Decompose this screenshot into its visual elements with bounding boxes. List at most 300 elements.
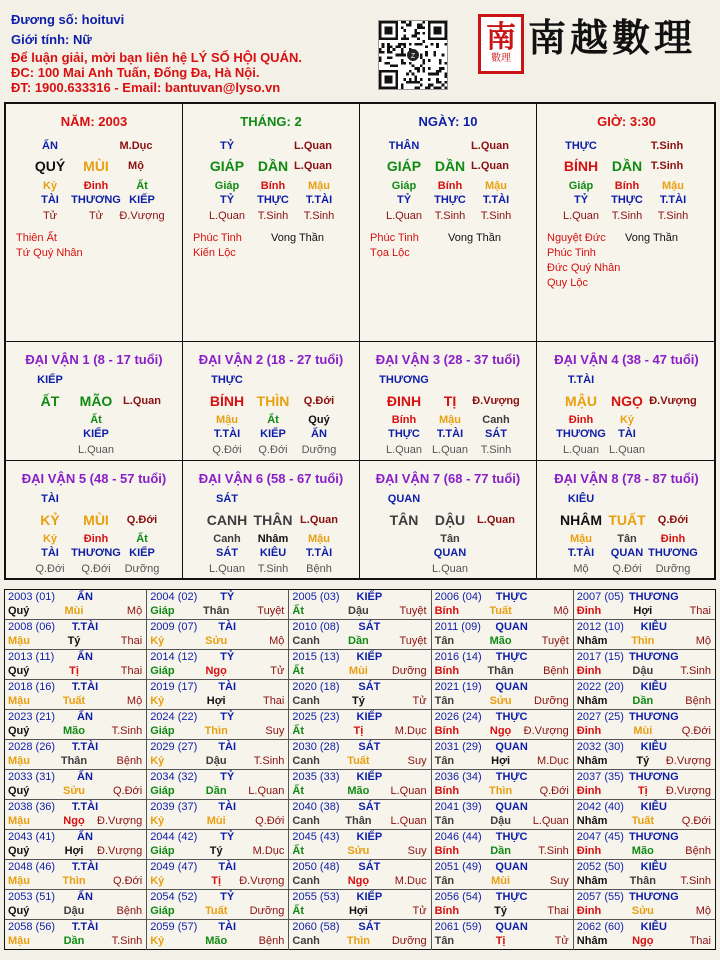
year-stage: L.Quan xyxy=(248,785,285,797)
dai-van-title: ĐẠI VẬN 5 (48 - 57 tuổi) xyxy=(21,471,167,486)
year-god: ẤN xyxy=(77,891,93,903)
year-stage: L.Quan xyxy=(390,815,427,827)
year-stage: Bệnh xyxy=(258,935,285,947)
year-cell xyxy=(5,890,147,920)
year-stem: Quý xyxy=(8,785,30,797)
year-branch: Mùi xyxy=(206,815,226,827)
year-god: KIÊU xyxy=(640,681,667,693)
year-stage: Tử xyxy=(554,935,569,947)
year-god: SÁT xyxy=(358,621,381,633)
year-cell xyxy=(5,620,147,650)
year-branch: Ngọ xyxy=(632,935,654,947)
dai-van-stage: L.Quan xyxy=(300,514,338,526)
pillar-stem-stage: M.Dục xyxy=(119,140,153,152)
year-stem: Bính xyxy=(434,665,460,677)
dai-van-title: ĐẠI VẬN 1 (8 - 17 tuổi) xyxy=(25,352,163,367)
year-label: 2044 (42) xyxy=(150,831,198,843)
dai-van-hidden-stem: Đinh xyxy=(660,533,686,545)
year-branch: Tị xyxy=(637,785,648,797)
dai-van-hidden-god: THƯƠNG xyxy=(648,547,698,559)
year-cell xyxy=(574,860,715,890)
year-cell xyxy=(574,920,715,950)
dai-van-branch: TUẤT xyxy=(608,512,646,528)
dai-van-stage: Đ.Vượng xyxy=(649,395,697,407)
dai-van-hidden-stem: Tân xyxy=(440,533,460,545)
dai-van-stem: CANH xyxy=(206,512,248,528)
year-god: THỰC xyxy=(495,771,528,783)
owner-name: Đương số: hoituvi xyxy=(11,12,125,27)
year-stage: Thai xyxy=(689,605,711,617)
year-branch: Tý xyxy=(494,905,508,917)
year-cell xyxy=(574,740,715,770)
dai-van-2 xyxy=(183,342,360,461)
hidden-stem-stage: T.Sinh xyxy=(434,210,466,222)
year-stage: Mộ xyxy=(126,605,143,617)
hidden-stem: Giáp xyxy=(214,180,240,192)
year-stage: Thai xyxy=(689,935,711,947)
year-stem: Bính xyxy=(434,725,460,737)
year-label: 2012 (10) xyxy=(576,621,624,633)
year-stem: Quý xyxy=(8,605,30,617)
pillar-star: Phúc Tinh xyxy=(370,232,419,244)
pillar-earthly-branch: MÙI xyxy=(83,158,109,174)
year-stage: Dưỡng xyxy=(249,905,285,917)
year-stage: T.Sinh xyxy=(538,845,569,857)
year-branch: Dần xyxy=(632,695,654,707)
year-cell xyxy=(289,860,431,890)
year-branch: Dậu xyxy=(490,815,511,827)
year-stem: Đinh xyxy=(576,785,602,797)
year-stem: Ất xyxy=(292,845,304,857)
year-god: KIÊU xyxy=(640,741,667,753)
header xyxy=(0,0,720,100)
year-branch: Sửu xyxy=(347,845,370,857)
year-branch: Dần xyxy=(348,635,369,647)
year-label: 2032 (30) xyxy=(576,741,624,753)
year-cell xyxy=(147,650,289,680)
year-stem: Mậu xyxy=(8,635,30,647)
pillar-star: Phúc Tinh xyxy=(547,247,596,259)
year-god: SÁT xyxy=(358,801,381,813)
year-stage: Tuyệt xyxy=(399,635,427,647)
dai-van-hidden-god: T.TÀI xyxy=(213,428,241,440)
yearly-luck-grid xyxy=(4,589,716,950)
year-stage: T.Sinh xyxy=(111,725,143,737)
year-label: 2045 (43) xyxy=(292,831,340,843)
dai-van-hidden-stage: Dưỡng xyxy=(655,563,691,575)
year-stage: M.Dục xyxy=(394,725,427,737)
year-branch: Dần xyxy=(63,935,85,947)
dai-van-stage: L.Quan xyxy=(477,514,515,526)
year-stem: Mậu xyxy=(8,695,30,707)
year-god: T.TÀI xyxy=(71,801,99,813)
year-branch: Mão xyxy=(205,935,228,947)
hidden-stem: Mậu xyxy=(662,180,684,192)
year-stage: Mộ xyxy=(553,605,569,617)
pillar-star: Vong Thần xyxy=(271,232,325,244)
year-cell xyxy=(432,620,574,650)
year-label: 2013 (11) xyxy=(8,651,55,663)
year-god: KIẾP xyxy=(356,711,383,723)
year-god: KIẾP xyxy=(356,591,383,603)
dai-van-hidden-stem: Quý xyxy=(308,414,330,426)
year-branch: Mùi xyxy=(491,875,511,887)
pillar-branch-stage: L.Quan xyxy=(471,160,509,172)
year-branch: Ngọ xyxy=(489,725,512,737)
year-cell xyxy=(289,830,431,860)
year-stem: Canh xyxy=(292,875,320,887)
year-stem: Giáp xyxy=(150,905,175,917)
dai-van-hidden-stage: L.Quan xyxy=(562,444,600,456)
year-stage: Đ.Vượng xyxy=(665,785,711,797)
year-stage: Q.Đới xyxy=(112,875,143,887)
dai-van-stage: Q.Đới xyxy=(303,395,335,407)
year-label: 2036 (34) xyxy=(434,771,482,783)
pillar-hour xyxy=(537,104,716,342)
year-stem: Kỷ xyxy=(150,695,165,707)
hidden-stem-stage: T.Sinh xyxy=(480,210,512,222)
year-god: THỰC xyxy=(495,651,528,663)
year-label: 2020 (18) xyxy=(292,681,340,693)
year-god: T.TÀI xyxy=(71,741,99,753)
hidden-stem: Bính xyxy=(260,180,286,192)
dai-van-title: ĐẠI VẬN 7 (68 - 77 tuổi) xyxy=(375,471,521,486)
pillar-star: Vong Thần xyxy=(625,232,679,244)
year-label: 2029 (27) xyxy=(150,741,198,753)
dai-van-hidden-stem: Kỷ xyxy=(619,414,635,426)
year-stage: Dưỡng xyxy=(391,665,427,677)
year-stage: Tuyệt xyxy=(257,605,285,617)
year-branch: Dần xyxy=(490,845,511,857)
year-label: 2015 (13) xyxy=(292,651,340,663)
year-god: TỶ xyxy=(220,771,235,783)
dai-van-hidden-god: QUAN xyxy=(610,547,644,559)
dai-van-hidden-god: T.TÀI xyxy=(436,428,464,440)
year-god: QUAN xyxy=(495,621,528,633)
qr-code[interactable] xyxy=(378,20,448,90)
dai-van-stem-god: THƯƠNG xyxy=(379,374,429,386)
year-stem: Tân xyxy=(434,755,455,767)
dai-van-hidden-god: TÀI xyxy=(618,428,636,440)
year-stem: Kỷ xyxy=(150,935,165,947)
year-stem: Tân xyxy=(434,875,455,887)
year-label: 2046 (44) xyxy=(434,831,482,843)
year-branch: Mùi xyxy=(633,725,653,737)
dai-van-branch: DẬU xyxy=(434,512,466,528)
year-branch: Tuất xyxy=(204,905,228,917)
year-cell xyxy=(432,590,574,620)
year-stage: Thai xyxy=(547,905,569,917)
dai-van-stem-god: KIẾP xyxy=(37,374,63,386)
year-cell xyxy=(574,680,715,710)
year-stem: Tân xyxy=(434,935,455,947)
year-god: KIÊU xyxy=(640,621,667,633)
year-cell xyxy=(5,710,147,740)
year-stem: Ất xyxy=(292,785,304,797)
hidden-stem-stage: T.Sinh xyxy=(303,210,335,222)
year-label: 2008 (06) xyxy=(8,621,56,633)
year-god: TÀI xyxy=(218,801,237,813)
year-branch: Mão xyxy=(631,845,654,857)
year-god: QUAN xyxy=(495,741,528,753)
year-label: 2027 (25) xyxy=(576,711,624,723)
dai-van-stem-god: KIÊU xyxy=(567,493,595,505)
year-branch: Tị xyxy=(495,935,506,947)
dai-van-hidden-stage: L.Quan xyxy=(431,444,469,456)
dai-van-hidden-stage: Q.Đới xyxy=(35,563,65,575)
year-stage: Dưỡng xyxy=(534,695,569,707)
year-label: 2030 (28) xyxy=(292,741,340,753)
year-stage: Tử xyxy=(270,665,285,677)
dai-van-hidden-stage: Q.Đới xyxy=(81,563,111,575)
year-stem: Giáp xyxy=(150,845,175,857)
year-stem: Tân xyxy=(434,815,455,827)
hidden-stem-stage: T.Sinh xyxy=(257,210,289,222)
year-god: THỰC xyxy=(495,891,528,903)
year-label: 2033 (31) xyxy=(8,771,56,783)
year-branch: Mùi xyxy=(64,605,84,617)
year-stem: Canh xyxy=(292,935,320,947)
year-branch: Thân xyxy=(203,605,230,617)
dai-van-hidden-stem: Tân xyxy=(617,533,637,545)
dai-van-stem: MẬU xyxy=(565,393,597,409)
year-god: TÀI xyxy=(218,681,237,693)
year-cell xyxy=(289,890,431,920)
year-stage: Đ.Vượng xyxy=(97,815,143,827)
dai-van-stem: BÍNH xyxy=(209,393,245,409)
year-branch: Tuất xyxy=(347,755,370,767)
hidden-stem-god: TỶ xyxy=(396,194,412,206)
year-label: 2050 (48) xyxy=(292,861,340,873)
year-stage: Suy xyxy=(265,725,285,737)
year-stage: Thai xyxy=(120,665,143,677)
dai-van-hidden-god: THỰC xyxy=(388,428,420,440)
dai-van-hidden-god: T.TÀI xyxy=(305,547,333,559)
year-god: THƯƠNG xyxy=(628,891,679,903)
year-stem: Nhâm xyxy=(576,695,608,707)
dai-van-branch: MÙI xyxy=(83,512,109,528)
year-branch: Thìn xyxy=(488,785,513,797)
year-god: QUAN xyxy=(495,861,528,873)
year-stage: L.Quan xyxy=(532,815,569,827)
year-branch: Thìn xyxy=(204,725,228,737)
year-stem: Ất xyxy=(292,725,304,737)
pillar-heavenly-stem: QUÝ xyxy=(34,158,66,174)
year-stem: Kỷ xyxy=(150,755,165,767)
dai-van-hidden-stage: Q.Đới xyxy=(212,444,242,456)
year-cell xyxy=(432,860,574,890)
year-branch: Tuất xyxy=(62,695,86,707)
year-stem: Đinh xyxy=(576,605,602,617)
year-stage: M.Dục xyxy=(537,755,569,767)
year-god: KIÊU xyxy=(640,921,667,933)
year-god: TÀI xyxy=(218,861,237,873)
year-stem: Mậu xyxy=(8,875,30,887)
year-stem: Kỷ xyxy=(150,875,165,887)
year-god: T.TÀI xyxy=(71,921,99,933)
year-stem: Bính xyxy=(434,785,460,797)
pillar-year xyxy=(6,104,183,342)
pillar-star: Nguyệt Đức xyxy=(547,232,606,244)
dai-van-hidden-stage: Q.Đới xyxy=(258,444,288,456)
year-god: T.TÀI xyxy=(71,621,99,633)
year-branch: Tuất xyxy=(489,605,512,617)
year-stem: Canh xyxy=(292,695,320,707)
year-stem: Canh xyxy=(292,755,320,767)
year-cell xyxy=(432,800,574,830)
year-stem: Bính xyxy=(434,905,460,917)
dai-van-title: ĐẠI VẬN 4 (38 - 47 tuổi) xyxy=(554,352,699,367)
year-stage: Mộ xyxy=(269,635,285,647)
year-label: 2041 (39) xyxy=(434,801,482,813)
hidden-stem: Kỷ xyxy=(42,180,58,192)
dai-van-stem: NHÂM xyxy=(560,512,602,528)
gender: Giới tính: Nữ xyxy=(11,32,92,47)
year-stem: Mậu xyxy=(8,755,30,767)
dai-van-stage: Đ.Vượng xyxy=(472,395,520,407)
year-stage: Q.Đới xyxy=(539,785,569,797)
year-label: 2003 (01) xyxy=(8,591,56,603)
year-branch: Tý xyxy=(351,695,365,707)
dai-van-hidden-god: SÁT xyxy=(485,428,507,440)
year-branch: Dậu xyxy=(63,905,85,917)
year-stage: Q.Đới xyxy=(681,725,711,737)
year-label: 2043 (41) xyxy=(8,831,56,843)
dai-van-hidden-stem: Mậu xyxy=(570,533,592,545)
year-god: THƯƠNG xyxy=(628,831,679,843)
year-label: 2011 (09) xyxy=(434,621,481,633)
year-god: THỰC xyxy=(495,711,528,723)
year-cell xyxy=(574,590,715,620)
year-stage: Dưỡng xyxy=(391,935,427,947)
year-label: 2054 (52) xyxy=(150,891,198,903)
year-cell xyxy=(147,860,289,890)
year-god: THƯƠNG xyxy=(628,771,679,783)
year-god: T.TÀI xyxy=(71,861,99,873)
pillar-earthly-branch: DẦN xyxy=(257,158,289,174)
pillar-stem-god: THỰC xyxy=(565,140,597,152)
year-stage: T.Sinh xyxy=(253,755,285,767)
dai-van-hidden-god: THƯƠNG xyxy=(71,547,121,559)
year-label: 2026 (24) xyxy=(434,711,482,723)
year-branch: Mão xyxy=(63,725,85,737)
year-stem: Giáp xyxy=(150,785,175,797)
pillar-star: Đức Quý Nhân xyxy=(547,262,621,274)
year-branch: Thìn xyxy=(62,875,86,887)
year-cell xyxy=(147,710,289,740)
seal-logo xyxy=(478,14,524,74)
year-god: QUAN xyxy=(495,921,528,933)
hidden-stem-stage: L.Quan xyxy=(562,210,600,222)
year-cell xyxy=(289,800,431,830)
year-god: KIÊU xyxy=(640,861,667,873)
dai-van-5 xyxy=(6,461,183,580)
hidden-stem-god: THỰC xyxy=(434,194,466,206)
year-stem: Giáp xyxy=(150,605,175,617)
pillar-star: Vong Thần xyxy=(448,232,502,244)
year-label: 2056 (54) xyxy=(434,891,482,903)
year-stem: Quý xyxy=(8,665,30,677)
year-stage: M.Dục xyxy=(252,845,285,857)
contact-address: ĐC: 100 Mai Anh Tuấn, Đống Đa, Hà Nội. xyxy=(11,65,260,80)
pillar-heavenly-stem: GIÁP xyxy=(386,158,422,174)
year-god: TỶ xyxy=(220,891,235,903)
year-label: 2048 (46) xyxy=(8,861,56,873)
year-cell xyxy=(5,770,147,800)
year-god: TỶ xyxy=(220,651,235,663)
year-label: 2023 (21) xyxy=(8,711,56,723)
pillar-day xyxy=(360,104,537,342)
year-cell xyxy=(5,920,147,950)
dai-van-stage: L.Quan xyxy=(123,395,161,407)
hidden-stem-god: KIẾP xyxy=(129,194,155,206)
year-stem: Canh xyxy=(292,635,320,647)
year-stage: Suy xyxy=(549,875,569,887)
year-label: 2039 (37) xyxy=(150,801,198,813)
seal-sub-glyph: 數理 xyxy=(491,53,511,64)
year-cell xyxy=(574,620,715,650)
year-label: 2053 (51) xyxy=(8,891,56,903)
year-stage: Bệnh xyxy=(685,845,711,857)
dai-van-hidden-stem: Đinh xyxy=(83,533,109,545)
pillar-stem-god: ẤN xyxy=(42,140,58,152)
year-stage: Đ.Vượng xyxy=(523,725,569,737)
pillars-chart xyxy=(4,102,716,580)
dai-van-hidden-god: KIẾP xyxy=(260,428,286,440)
year-branch: Tý xyxy=(209,845,223,857)
year-label: 2005 (03) xyxy=(292,591,340,603)
year-god: TỶ xyxy=(220,831,235,843)
year-label: 2016 (14) xyxy=(434,651,482,663)
dai-van-hidden-god: T.TÀI xyxy=(567,547,595,559)
year-stage: Bệnh xyxy=(116,755,143,767)
year-label: 2031 (29) xyxy=(434,741,482,753)
year-label: 2037 (35) xyxy=(576,771,624,783)
year-god: ẤN xyxy=(77,651,93,663)
hidden-stem-stage: T.Sinh xyxy=(611,210,643,222)
year-cell xyxy=(5,740,147,770)
dai-van-hidden-stage: Dưỡng xyxy=(124,563,160,575)
year-stage: Mộ xyxy=(695,905,711,917)
year-stem: Kỷ xyxy=(150,635,165,647)
dai-van-title: ĐẠI VẬN 6 (58 - 67 tuổi) xyxy=(198,471,344,486)
year-label: 2010 (08) xyxy=(292,621,340,633)
year-stage: Bệnh xyxy=(685,695,711,707)
year-god: THƯƠNG xyxy=(628,711,679,723)
dai-van-title: ĐẠI VẬN 8 (78 - 87 tuổi) xyxy=(554,471,699,486)
dai-van-branch: THÂN xyxy=(253,512,293,528)
dai-van-hidden-stem: Bính xyxy=(391,414,417,426)
dai-van-stem: KỶ xyxy=(40,512,60,528)
pillar-star: Tọa Lộc xyxy=(370,247,410,259)
year-stem: Ất xyxy=(292,665,304,677)
dai-van-1 xyxy=(6,342,183,461)
pillar-star: Phúc Tinh xyxy=(193,232,242,244)
hidden-stem: Giáp xyxy=(568,180,594,192)
pillar-heavenly-stem: BÍNH xyxy=(563,158,599,174)
hidden-stem: Giáp xyxy=(391,180,417,192)
year-label: 2022 (20) xyxy=(576,681,624,693)
year-branch: Hợi xyxy=(64,845,84,857)
year-cell xyxy=(147,740,289,770)
year-branch: Dậu xyxy=(348,605,369,617)
pillar-title: NGÀY: 10 xyxy=(418,114,478,129)
year-stage: Đ.Vượng xyxy=(97,845,143,857)
year-stem: Kỷ xyxy=(150,815,165,827)
pillar-title: NĂM: 2003 xyxy=(60,114,128,129)
year-branch: Hợi xyxy=(633,605,653,617)
dai-van-stage: Q.Đới xyxy=(657,514,689,526)
